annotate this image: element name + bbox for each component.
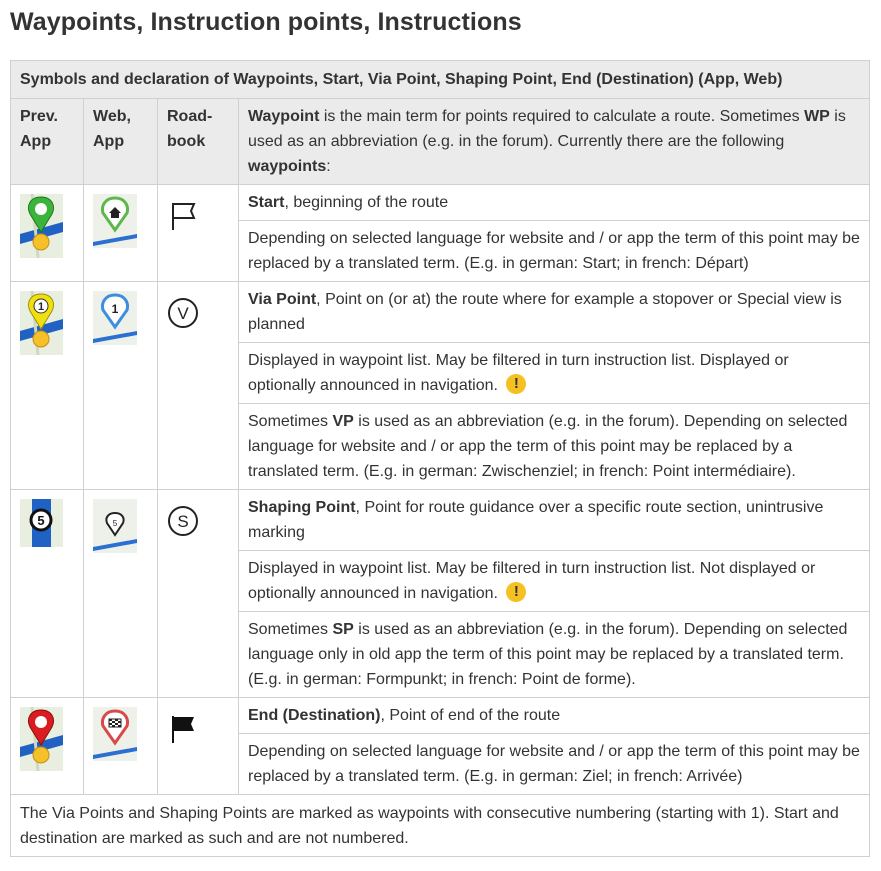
start-prev-app-cell [11, 185, 84, 282]
circle-v-icon [167, 297, 199, 329]
waypoint-table [10, 60, 870, 857]
shaping-note-2: Sometimes SP is used as an abbreviation (e.g. in the forum). Depending on selected language only in old app the term of this point may be replaced by a translated term. (E.g. in german: Formpunkt; in french: Point de forme). [239, 612, 870, 698]
shaping-prev-app-icon [20, 499, 63, 547]
page-title: Waypoints, Instruction points, Instructions [10, 8, 522, 36]
header-prev-app: Prev. App [11, 99, 84, 185]
table-footer: The Via Points and Shaping Points are marked as waypoints with consecutive numbering (starting with 1). Start and destination are marked as such and are not numbered. [11, 795, 870, 857]
table-caption: Symbols and declaration of Waypoints, Start, Via Point, Shaping Point, End (Destination) (App, Web) [11, 61, 870, 99]
start-web-app-icon [93, 194, 137, 248]
via-note-2: Sometimes VP is used as an abbreviation (e.g. in the forum). Depending on selected language for website and / or app the term of this point may be replaced by a translated term. (E.g. in german: Zwischenziel; in french: Point intermédiaire). [239, 404, 870, 490]
svg-text:V: V [177, 304, 189, 323]
svg-text:5: 5 [112, 519, 118, 528]
via-prev-app-cell [11, 282, 84, 490]
svg-text:S: S [177, 512, 189, 531]
end-note: Depending on selected language for website and / or app the term of this point may be replaced by a translated term. (E.g. in german: Ziel; in french: Arrivée) [239, 734, 870, 795]
start-note: Depending on selected language for website and / or app the term of this point may be replaced by a translated term. (E.g. in german: Start; in french: Départ) [239, 221, 870, 282]
end-description: End (Destination), Point of end of the route [239, 698, 870, 734]
end-web-app-cell [84, 698, 158, 795]
via-prev-app-icon [20, 291, 63, 355]
header-waypoint-description: Waypoint is the main term for points required to calculate a route. Sometimes WP is used as an abbreviation (e.g. in the forum). Currently there are the following waypoints: [239, 99, 870, 185]
circle-s-icon [167, 505, 199, 537]
flag-outline-icon [167, 200, 199, 232]
via-web-app-icon [93, 291, 137, 345]
shaping-web-app-cell [84, 490, 158, 698]
start-web-app-cell [84, 185, 158, 282]
svg-text:1: 1 [37, 301, 45, 313]
flag-filled-icon [167, 713, 199, 745]
start-prev-app-icon [20, 194, 63, 258]
shaping-note-1: Displayed in waypoint list. May be filtered in turn instruction list. Not displayed or optionally announced in navigation. ! [239, 551, 870, 612]
via-description: Via Point, Point on (or at) the route where for example a stopover or Special view is planned [239, 282, 870, 343]
svg-text:5: 5 [37, 513, 45, 528]
end-web-app-icon [93, 707, 137, 761]
via-roadbook-cell [158, 282, 239, 490]
header-web-app: Web, App [84, 99, 158, 185]
shaping-description: Shaping Point, Point for route guidance over a specific route section, unintrusive marking [239, 490, 870, 551]
via-note-1: Displayed in waypoint list. May be filtered in turn instruction list. Displayed or optionally announced in navigation. ! [239, 343, 870, 404]
header-roadbook: Road-book [158, 99, 239, 185]
end-prev-app-icon [20, 707, 63, 771]
end-prev-app-cell [11, 698, 84, 795]
start-description: Start, beginning of the route [239, 185, 870, 221]
via-web-app-cell [84, 282, 158, 490]
warning-icon: ! [506, 374, 526, 394]
svg-text:1: 1 [111, 302, 119, 316]
start-roadbook-cell [158, 185, 239, 282]
warning-icon: ! [506, 582, 526, 602]
end-roadbook-cell [158, 698, 239, 795]
shaping-web-app-icon [93, 499, 137, 553]
shaping-prev-app-cell [11, 490, 84, 698]
shaping-roadbook-cell [158, 490, 239, 698]
